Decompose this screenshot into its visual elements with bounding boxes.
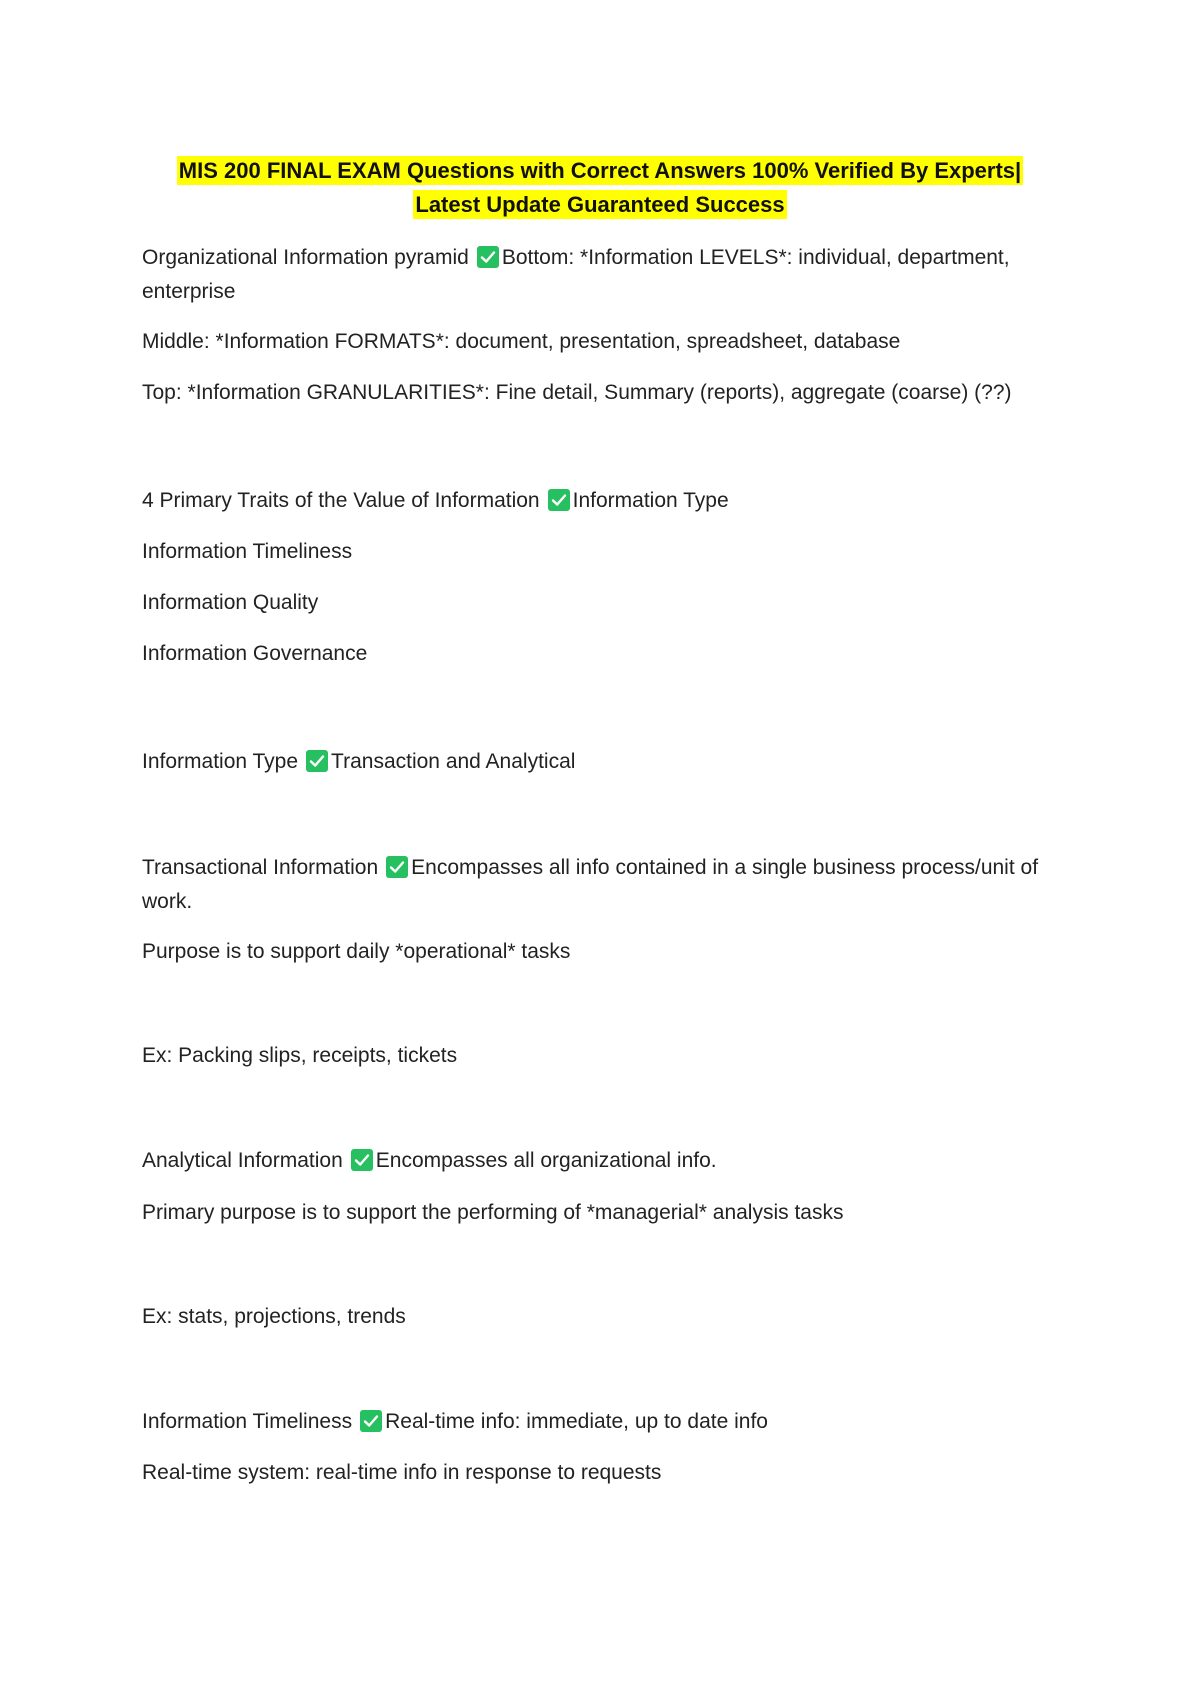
qa-entry [142, 851, 1062, 919]
answer-text: Real-time info: immediate, up to date info [385, 1410, 768, 1433]
answer-text: Bottom: *Information LEVELS*: individual, department, enterprise [142, 246, 1010, 303]
answer-line: Real-time system: real-time info in response to requests [142, 1461, 662, 1484]
question-term: Information Type [142, 750, 299, 773]
title-highlight: MIS 200 FINAL EXAM Questions with Correct Answers 100% Verified By Experts| Latest Update Guaranteed Success [178, 158, 1022, 217]
answer-text: Transaction and Analytical [331, 750, 576, 773]
answer-line: Ex: stats, projections, trends [142, 1305, 406, 1328]
question-term: Analytical Information [142, 1149, 343, 1172]
question-term: 4 Primary Traits of the Value of Information [142, 489, 540, 512]
answer-line: Information Quality [142, 591, 319, 614]
answer-line: Information Governance [142, 642, 368, 665]
answer-line: Middle: *Information FORMATS*: document, presentation, spreadsheet, database [142, 330, 901, 353]
qa-entry [142, 241, 1062, 309]
answer-line: Ex: Packing slips, receipts, tickets [142, 1044, 458, 1067]
answer-text: Encompasses all organizational info. [375, 1149, 717, 1172]
answer-line: Purpose is to support daily *operational* tasks [142, 940, 571, 963]
check-mark-box-icon [477, 246, 499, 268]
check-mark-box-icon [548, 489, 570, 511]
answer-text: Information Type [572, 489, 729, 512]
question-term: Organizational Information pyramid [142, 246, 469, 269]
qa-entry [142, 1405, 1062, 1439]
check-mark-box-icon [351, 1149, 373, 1171]
check-mark-box-icon [306, 750, 328, 772]
answer-text: Encompasses all info contained in a single business process/unit of work. [142, 856, 1039, 913]
answer-line: Information Timeliness [142, 540, 353, 563]
document-title [150, 154, 1050, 222]
qa-entry [142, 745, 1062, 779]
answer-line: Top: *Information GRANULARITIES*: Fine detail, Summary (reports), aggregate (coarse) (??) [142, 381, 1012, 404]
check-mark-box-icon [386, 856, 408, 878]
question-term: Information Timeliness [142, 1410, 353, 1433]
answer-line: Primary purpose is to support the performing of *managerial* analysis tasks [142, 1201, 844, 1224]
check-mark-box-icon [360, 1410, 382, 1432]
question-term: Transactional Information [142, 856, 379, 879]
qa-entry [142, 1144, 1062, 1178]
qa-entry [142, 484, 1062, 518]
